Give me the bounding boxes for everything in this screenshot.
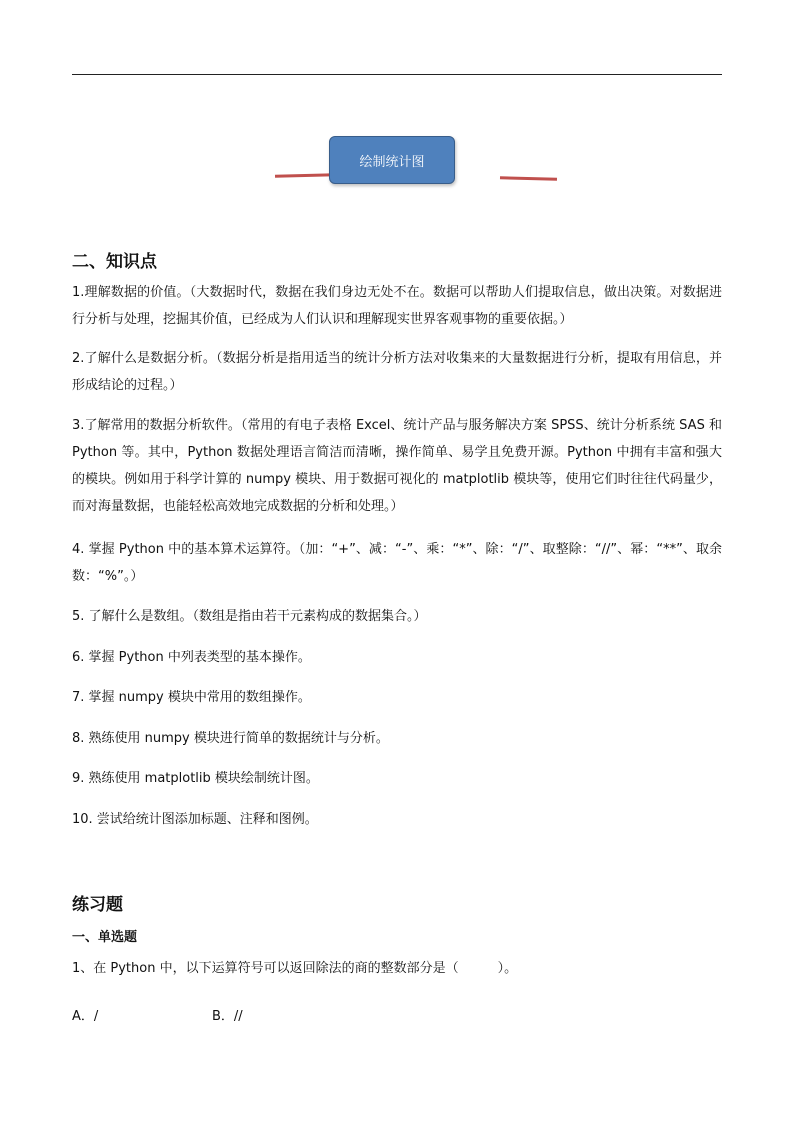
knowledge-point-1: 1.理解数据的价值。（大数据时代，数据在我们身边无处不在。数据可以帮助人们提取信息，做出决策。对数据进行分析与处理，挖掘其价值，已经成为人们认识和理解现实世界客观事物的重要依据。） (72, 285, 722, 327)
exercises-subheading: 一、单选题 (72, 930, 138, 945)
header-rule (72, 74, 722, 75)
knowledge-point-5: 5. 了解什么是数组。（数组是指由若干元素构成的数据集合。） (72, 609, 427, 624)
diagram-connector-right (500, 176, 557, 180)
knowledge-heading: 二、知识点 (72, 252, 157, 272)
option-b: B．// (212, 1009, 243, 1024)
diagram-connector-left (275, 173, 335, 178)
diagram-node: 绘制统计图 (329, 136, 455, 184)
question-1: 1、在 Python 中，以下运算符号可以返回除法的商的整数部分是（ ）。 (72, 961, 518, 976)
knowledge-point-7: 7. 掌握 numpy 模块中常用的数组操作。 (72, 690, 311, 705)
option-a: A．/ (72, 1009, 99, 1024)
topic-diagram (270, 134, 560, 190)
knowledge-point-6: 6. 掌握 Python 中列表类型的基本操作。 (72, 650, 311, 665)
knowledge-point-3: 3.了解常用的数据分析软件。（常用的有电子表格 Excel、统计产品与服务解决方案 SPSS、统计分析系统 SAS 和 Python 等。其中，Python 数据处理语言简洁而清晰，操作简单、易学且免费开源。Python 中拥有丰富和强大的模块。例如用于科学计算的 numpy 模块、用于数据可视化的 matplotlib 模块等，使用它们时往往代码量少，而对海量数据，也能轻松高效地完成数据的分析和处理。） (72, 418, 722, 514)
exercises-heading: 练习题 (72, 895, 123, 915)
knowledge-point-4: 4. 掌握 Python 中的基本算术运算符。（加：“+”、减：“-”、乘：“*”、除：“/”、取整除：“//”、幂：“**”、取余数：“%”。） (72, 542, 722, 584)
knowledge-point-8: 8. 熟练使用 numpy 模块进行简单的数据统计与分析。 (72, 731, 389, 746)
knowledge-point-10: 10. 尝试给统计图添加标题、注释和图例。 (72, 812, 318, 827)
knowledge-point-9: 9. 熟练使用 matplotlib 模块绘制统计图。 (72, 771, 319, 786)
knowledge-point-2: 2.了解什么是数据分析。（数据分析是指用适当的统计分析方法对收集来的大量数据进行分析，提取有用信息，并形成结论的过程。） (72, 351, 722, 393)
